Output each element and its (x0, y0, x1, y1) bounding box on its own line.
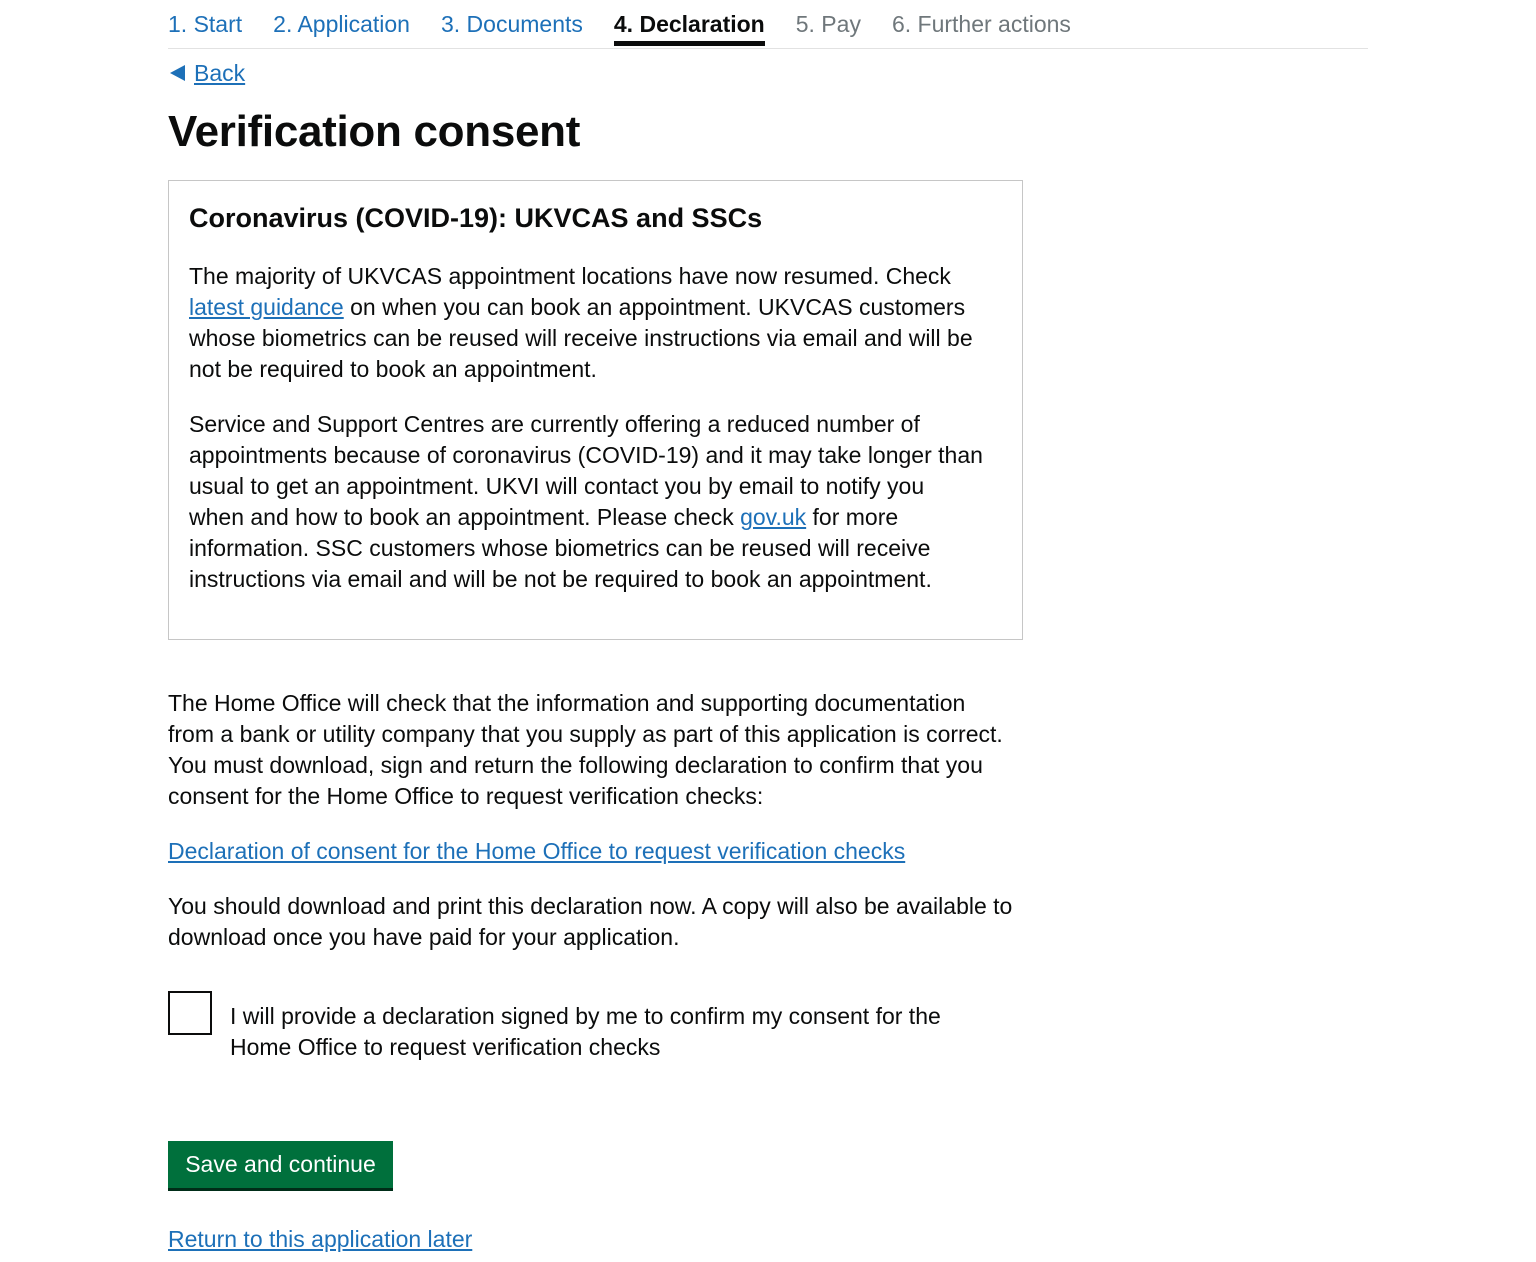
notice-p2-text-before: Service and Support Centres are currently offering a reduced number of appointments because of coronavirus (COVID-19) and it may take longer than usual to get an appointment. UKVI will contact you by email to notify you when and how to book an appointment. Please check (189, 411, 983, 530)
notice-p1-text-after: on when you can book an appointment. UKVCAS customers whose biometrics can be reused will receive instructions via email and will be not be required to book an appointment. (189, 294, 973, 382)
return-later-link[interactable]: Return to this application later (168, 1226, 473, 1252)
download-instruction-text: You should download and print this declaration now. A copy will also be available to download once you have paid for your application. (168, 893, 1013, 950)
step-application[interactable]: 2. Application (273, 11, 410, 37)
step-pay: 5. Pay (795, 11, 861, 37)
declaration-download-link[interactable]: Declaration of consent for the Home Office to request verification checks (168, 838, 906, 864)
step-documents[interactable]: 3. Documents (440, 11, 583, 37)
notice-heading: Coronavirus (COVID-19): UKVCAS and SSCs (189, 203, 763, 233)
notice-p2-text-after: for more information. SSC customers whose biometrics can be reused will receive instructions via email and will be not be required to book an appointment. (189, 504, 932, 592)
back-link[interactable] (170, 60, 245, 86)
notice-paragraph-2 (189, 409, 984, 595)
step-navigation (168, 0, 1368, 49)
page-container (168, 0, 1368, 1252)
verification-intro-text: The Home Office will check that the information and supporting documentation from a bank or utility company that you supply as part of this application is correct. You must download, sign and return the following declaration to confirm that you consent for the Home Office to request verification checks: (168, 690, 1003, 809)
latest-guidance-link[interactable]: latest guidance (189, 294, 344, 320)
step-further-actions: 6. Further actions (891, 11, 1071, 37)
consent-checkbox[interactable] (168, 991, 212, 1035)
covid-notice-panel (168, 180, 1023, 640)
back-link-label: Back (194, 60, 246, 86)
notice-p1-text-before: The majority of UKVCAS appointment locations have now resumed. Check (189, 263, 951, 289)
step-declaration-current: 4. Declaration (614, 0, 765, 36)
page-title: Verification consent (168, 107, 581, 156)
back-arrow-icon (170, 65, 185, 81)
gov-uk-link[interactable]: gov.uk (740, 504, 807, 530)
save-and-continue-button[interactable]: Save and continue (168, 1141, 393, 1188)
consent-checkbox-label[interactable]: I will provide a declaration signed by me to confirm my consent for the Home Office to request verification checks (230, 1003, 941, 1060)
notice-paragraph-1 (189, 261, 984, 385)
consent-checkbox-row (168, 991, 970, 1063)
step-start[interactable]: 1. Start (168, 11, 243, 37)
